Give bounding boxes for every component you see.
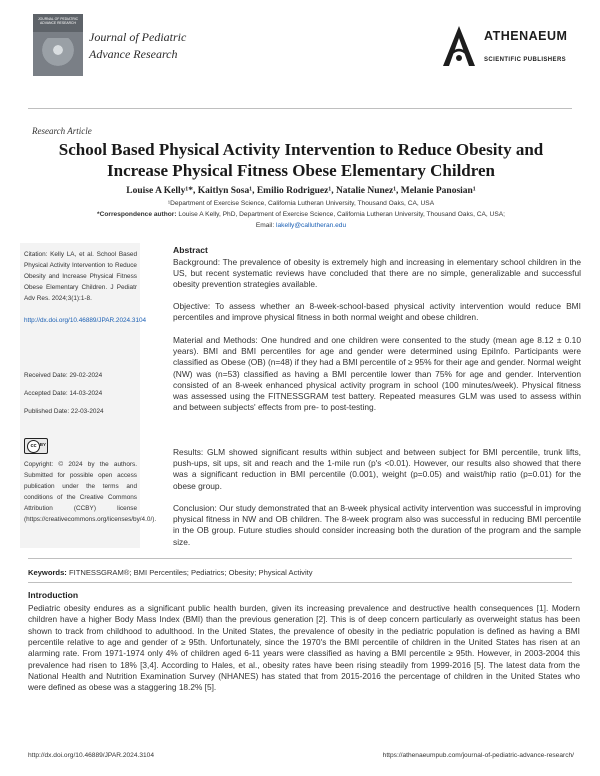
published-date: Published Date: 22-03-2024 [24, 408, 104, 415]
journal-name-line1: Journal of Pediatric [89, 30, 187, 44]
footer-url[interactable]: https://athenaeumpub.com/journal-of-pediatric-advance-research/ [382, 752, 574, 759]
keywords-line [28, 568, 574, 577]
copyright-text: Copyright: © 2024 by the authors. Submitted for possible open access publication under the terms and conditions of the Creative Commons Attribution (CCBY) license (https://creativecommons.org/licenses/by/4.0/). [24, 461, 157, 523]
affiliation: ¹Department of Exercise Science, California Lutheran University, Thousand Oaks, CA, USA [167, 200, 435, 207]
correspondence [28, 211, 574, 218]
footer-doi[interactable]: http://dx.doi.org/10.46889/JPAR.2024.3104 [28, 752, 154, 759]
correspondence-text: Louise A Kelly, PhD, Department of Exercise Science, California Lutheran University, Thousand Oaks, CA, USA; [178, 211, 505, 218]
abstract-conclusion: Conclusion: Our study demonstrated that an 8-week physical activity intervention was successful in improving physical fitness in NW and OB children. The 8-week program also was successful in reducing BMI percentile in the OB group. Future studies should consider increasing both the duration of the program and the sample size. [173, 503, 581, 547]
email-link[interactable]: lakelly@callutheran.edu [276, 222, 347, 229]
abstract-objective: Objective: To assess whether an 8-week-school-based physical activity intervention would reduce BMI percentiles and improve physical fitness in both normal weight and obese children. [173, 301, 581, 323]
journal-name [89, 29, 186, 63]
author-list: Louise A Kelly¹*, Kaitlyn Sosa¹, Emilio Rodriguez¹, Natalie Nunez¹, Melanie Panosian¹ [126, 186, 476, 196]
accepted-date: Accepted Date: 14-03-2024 [24, 390, 103, 397]
received-date: Received Date: 29-02-2024 [24, 372, 103, 379]
article-title: School Based Physical Activity Intervention to Reduce Obesity and Increase Physical Fitness Obese Elementary Children [58, 140, 544, 180]
cover-figure [39, 38, 77, 68]
journal-cover-text: JOURNAL OF PEDIATRIC ADVANCE RESEARCH [37, 17, 79, 25]
introduction-heading: Introduction [28, 590, 79, 600]
abstract-results: Results: GLM showed significant results within subject and between subject for BMI percentile, trunk lifts, push-ups, sit ups, sit and reach and the 1-mile run (p's <0.01). However, our results also showed that there was a significant reduction in BMI percentile (0.001), weight (p=0.05) and waist/hip ratio (p=0.01) for the obese group. [173, 447, 581, 491]
creative-commons-icon [24, 438, 48, 454]
keywords-text: FITNESSGRAM®; BMI Percentiles; Pediatrics; Obesity; Physical Activity [68, 568, 313, 577]
correspondence-label: *Correspondence author: [97, 211, 177, 218]
article-type: Research Article [32, 126, 92, 136]
introduction-text: Pediatric obesity endures as a significant public health burden, given its increasing prevalence and destructive health consequences [1]. Modern children have a higher Body Mass Index (BMI) than the previous generation [2]. This is of deep concern particularly as overweight status has been shown to track from childhood to adulthood. In the United States, the prevalence of obesity in the pediatric population is defined as having a BMI percentile relative to age and gender of ≥ 95th. Unfortunately, since the 1970's the BMI percentile of children in the United States has risen at an alarming rate. From 1971-1974 only 4% of children aged 6-11 years were classified as having a BMI percentile ≥ 95th. However, in 2003-2004 this prevalence had risen to 18% [3,4]. According to Hales, et al., obesity rates have been rising steadily from 1999-2016 [5]. The latest data from the National Health and Nutrition Examination Survey (NHANES) has stated that from 2015-2016 the percentage of children in the United States who were defined as obese was a staggering 18.2% [5]. [28, 603, 580, 693]
abstract-divider [28, 558, 572, 559]
abstract-background: Background: The prevalence of obesity is extremely high and increasing in elementary school children in the US, but recent systematic reviews have concluded that there are no simple, generalizable and successful obesity prevention strategies available. [173, 257, 581, 290]
keywords-label: Keywords: [28, 568, 67, 577]
article-info-sidebar [20, 243, 157, 548]
publisher-subtitle: SCIENTIFIC PUBLISHERS [484, 57, 567, 63]
header-divider [28, 108, 572, 109]
journal-cover-image [33, 14, 83, 76]
cc-by-label: BY [39, 442, 46, 447]
citation-text: Citation: Kelly LA, et al. School Based Physical Activity Intervention to Reduce Obesity and Increase Physical Fitness Obese Elementary Children. J Pediatr Adv Res. 2024;3(1):1-8. [24, 251, 137, 302]
abstract-heading: Abstract [173, 245, 208, 255]
email-label: Email: [255, 222, 275, 229]
cc-circle: cc [27, 440, 40, 453]
journal-name-line2: Advance Research [89, 47, 178, 61]
keywords-divider [28, 582, 572, 583]
abstract-methods: Material and Methods: One hundred and one children were consented to the study (mean age 8.12 ± 0.10 years). BMI and BMI percentiles for age and gender were determined using EpiInfo. Participants were classified as Obese (OB) (n=48) if they had a BMI percentile of ≥ 95% for their age and gender. Normal weight (NW) was (n=53) classified as having a BMI percentile lower than 75% for age and gender. Intervention consisted of an 8-week enhanced physical activity program in school (100 minutes/week). Physical fitness was assessed using the FITNESSGRAM test battery. Repeated measures GLM was used to assess within and between subjects' effects from pre- to post-testing. [173, 335, 581, 413]
athenaeum-logo-icon [437, 24, 481, 68]
email-line [28, 222, 574, 229]
doi-link[interactable]: http://dx.doi.org/10.46889/JPAR.2024.3104 [24, 317, 147, 324]
publisher-name: ATHENAEUM [484, 29, 568, 43]
